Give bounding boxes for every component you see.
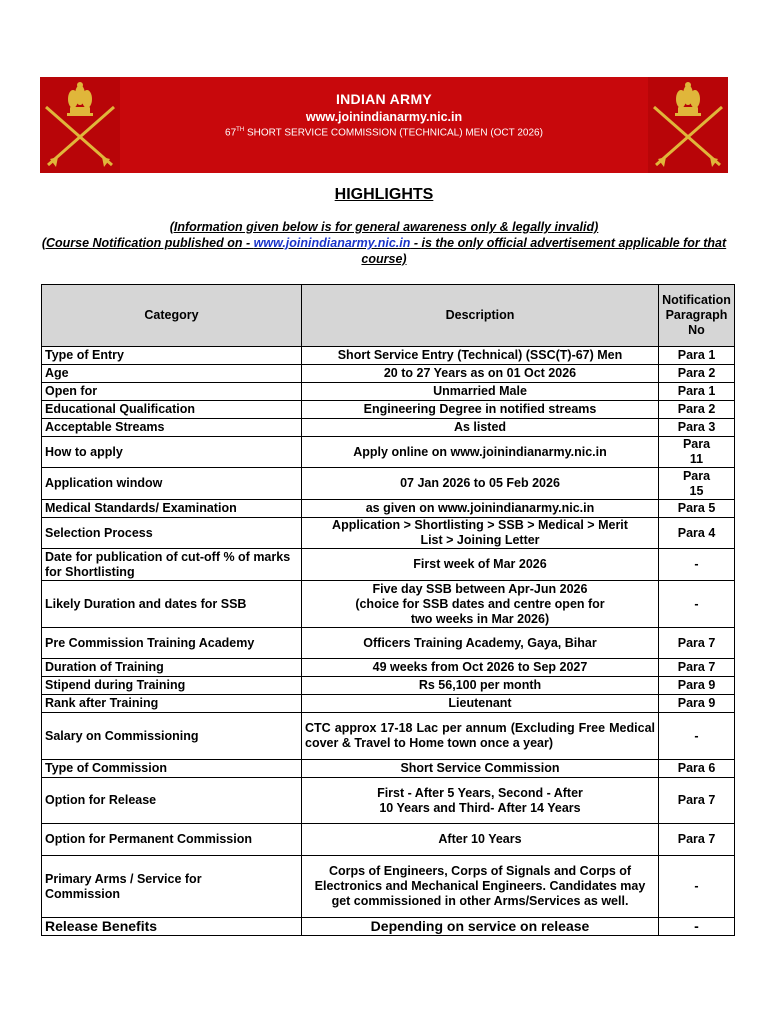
row-description: Depending on service on release <box>302 918 659 936</box>
row-category: Rank after Training <box>42 695 302 713</box>
disclaimer-line: (Information given below is for general awareness only & legally invalid) <box>169 220 599 234</box>
row-category: Type of Commission <box>42 760 302 778</box>
banner-course-name <box>120 127 648 138</box>
table-row <box>42 581 735 628</box>
table-row <box>42 824 735 856</box>
row-description: Apply online on www.joinindianarmy.nic.in <box>302 437 659 468</box>
row-para: Para 7 <box>659 659 735 677</box>
row-description: Application > Shortlisting > SSB > Medical > Merit List > Joining Letter <box>302 518 659 549</box>
row-description: Engineering Degree in notified streams <box>302 401 659 419</box>
row-category: Medical Standards/ Examination <box>42 500 302 518</box>
army-emblem-left <box>40 77 120 173</box>
official-website-link[interactable]: www.joinindianarmy.nic.in <box>253 236 411 250</box>
table-row <box>42 549 735 581</box>
row-description: 07 Jan 2026 to 05 Feb 2026 <box>302 468 659 500</box>
row-description: Short Service Commission <box>302 760 659 778</box>
row-para: - <box>659 856 735 918</box>
row-category: Application window <box>42 468 302 500</box>
disclaimer-notes <box>40 219 728 267</box>
course-number: 67 <box>225 127 237 139</box>
row-category: Duration of Training <box>42 659 302 677</box>
table-row <box>42 419 735 437</box>
row-category: Selection Process <box>42 518 302 549</box>
row-category: Age <box>42 365 302 383</box>
row-para: - <box>659 918 735 936</box>
row-category: Stipend during Training <box>42 677 302 695</box>
row-para: - <box>659 581 735 628</box>
row-para: Para 3 <box>659 419 735 437</box>
table-row <box>42 401 735 419</box>
row-description: As listed <box>302 419 659 437</box>
row-description: Lieutenant <box>302 695 659 713</box>
row-para: Para 7 <box>659 628 735 659</box>
notification-suffix: - is the only official advertisement applicable for that course) <box>361 236 727 266</box>
table-row <box>42 677 735 695</box>
table-row <box>42 628 735 659</box>
row-category: Open for <box>42 383 302 401</box>
table-row <box>42 713 735 760</box>
table-row <box>42 365 735 383</box>
table-row <box>42 468 735 500</box>
row-para: Para 7 <box>659 824 735 856</box>
row-category: Date for publication of cut-off % of marks for Shortlisting <box>42 549 302 581</box>
row-category: Salary on Commissioning <box>42 713 302 760</box>
banner-url: www.joinindianarmy.nic.in <box>305 110 463 124</box>
header-para: Notification Paragraph No <box>659 285 735 347</box>
row-para: Para 1 <box>659 347 735 365</box>
row-description: Unmarried Male <box>302 383 659 401</box>
row-description: First - After 5 Years, Second - After 10 Years and Third- After 14 Years <box>302 778 659 824</box>
table-row <box>42 856 735 918</box>
row-category: Pre Commission Training Academy <box>42 628 302 659</box>
row-description: as given on www.joinindianarmy.nic.in <box>302 500 659 518</box>
row-para: Para 1 <box>659 383 735 401</box>
row-category: Option for Release <box>42 778 302 824</box>
course-title: SHORT SERVICE COMMISSION (TECHNICAL) MEN (OCT 2026) <box>244 127 543 139</box>
table-row <box>42 695 735 713</box>
table-row <box>42 500 735 518</box>
table-header-row <box>42 285 735 347</box>
row-category: Type of Entry <box>42 347 302 365</box>
row-para: - <box>659 713 735 760</box>
row-para: Para 9 <box>659 695 735 713</box>
row-description: 49 weeks from Oct 2026 to Sep 2027 <box>302 659 659 677</box>
row-description: Five day SSB between Apr-Jun 2026 (choice for SSB dates and centre open for two weeks in Mar 2026) <box>302 581 659 628</box>
row-description: Corps of Engineers, Corps of Signals and Corps of Electronics and Mechanical Engineers. Candidates may get commissioned in other Arms/Services as well. <box>302 856 659 918</box>
notification-prefix: (Course Notification published on - <box>41 236 254 250</box>
notification-line <box>40 235 728 267</box>
table-row <box>42 778 735 824</box>
row-description: After 10 Years <box>302 824 659 856</box>
table-row <box>42 437 735 468</box>
header-description: Description <box>302 285 659 347</box>
row-para: Para 5 <box>659 500 735 518</box>
row-para: Para 4 <box>659 518 735 549</box>
crossed-swords-emblem-icon <box>648 77 728 173</box>
row-category: Likely Duration and dates for SSB <box>42 581 302 628</box>
row-para: - <box>659 549 735 581</box>
table-row <box>42 383 735 401</box>
row-category: Release Benefits <box>42 918 302 936</box>
table-row <box>42 518 735 549</box>
row-description: Short Service Entry (Technical) (SSC(T)-67) Men <box>302 347 659 365</box>
row-category: Option for Permanent Commission <box>42 824 302 856</box>
row-para: Para 11 <box>659 437 735 468</box>
table-row <box>42 760 735 778</box>
row-para: Para 7 <box>659 778 735 824</box>
row-category: Primary Arms / Service for Commission <box>42 856 302 918</box>
row-description: Rs 56,100 per month <box>302 677 659 695</box>
banner-title: INDIAN ARMY <box>335 91 433 107</box>
page-title: HIGHLIGHTS <box>334 186 434 203</box>
table-row <box>42 347 735 365</box>
row-category: Acceptable Streams <box>42 419 302 437</box>
course-ordinal: TH <box>236 127 245 133</box>
row-para: Para 2 <box>659 401 735 419</box>
row-para: Para 6 <box>659 760 735 778</box>
army-emblem-right <box>648 77 728 173</box>
table-row <box>42 918 735 936</box>
row-category: How to apply <box>42 437 302 468</box>
table-row <box>42 659 735 677</box>
highlights-table <box>41 284 735 936</box>
crossed-swords-emblem-icon <box>40 77 120 173</box>
row-description: 20 to 27 Years as on 01 Oct 2026 <box>302 365 659 383</box>
row-description: Officers Training Academy, Gaya, Bihar <box>302 628 659 659</box>
row-para: Para 15 <box>659 468 735 500</box>
row-category: Educational Qualification <box>42 401 302 419</box>
header-category: Category <box>42 285 302 347</box>
row-description: CTC approx 17-18 Lac per annum (Excluding Free Medical cover & Travel to Home town once a year) <box>302 713 659 760</box>
row-para: Para 9 <box>659 677 735 695</box>
row-para: Para 2 <box>659 365 735 383</box>
header-banner <box>40 77 728 173</box>
row-description: First week of Mar 2026 <box>302 549 659 581</box>
